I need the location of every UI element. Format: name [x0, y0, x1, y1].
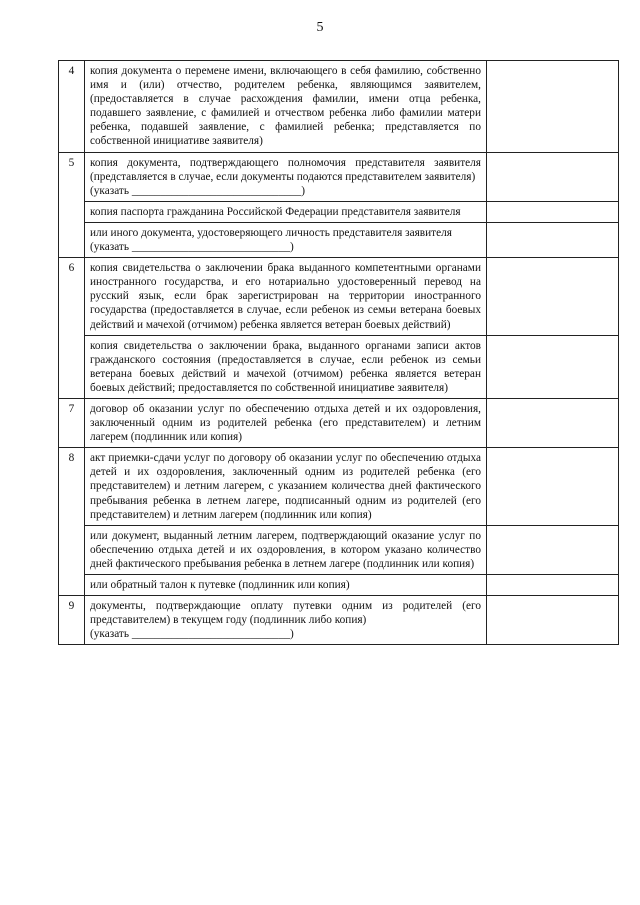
table-row	[59, 448, 619, 525]
table-row	[59, 222, 619, 257]
document-description: или иного документа, удостоверяющего личность представителя заявителя	[90, 226, 452, 239]
empty-cell	[487, 201, 619, 222]
document-description-cell	[85, 61, 487, 153]
table-row	[59, 61, 619, 153]
document-description-cell	[85, 596, 487, 645]
row-number: 9	[59, 596, 85, 645]
specify-field: (указать ____________________________)	[90, 241, 294, 254]
table-row	[59, 398, 619, 447]
document-description: копия свидетельства о заключении брака выданного компетентными органами иностранного государства, и его нотариально удостоверенный перевод на русский язык, если брак зарегистрирован на территории иностранного государства (предоставляется в случае, если ребенок из семьи ветерана боевых действий и мачехой (отчимом) ребенка является ветеран боевых действий)	[90, 262, 481, 331]
table-row	[59, 335, 619, 398]
table-row	[59, 575, 619, 596]
empty-cell	[487, 525, 619, 574]
table-row	[59, 201, 619, 222]
empty-cell	[487, 222, 619, 257]
row-number: 4	[59, 61, 85, 153]
document-description-cell	[85, 152, 487, 201]
empty-cell	[487, 575, 619, 596]
document-description-cell	[85, 335, 487, 398]
documents-table-body	[59, 61, 619, 645]
document-description-cell	[85, 398, 487, 447]
empty-cell	[487, 596, 619, 645]
document-description-cell	[85, 258, 487, 335]
table-row	[59, 152, 619, 201]
documents-table	[58, 60, 619, 645]
row-number: 5	[59, 152, 85, 258]
page-number: 5	[316, 20, 324, 35]
specify-field: (указать ____________________________)	[90, 628, 294, 641]
document-description: копия документа о перемене имени, включающего в себя фамилию, собственно имя и (или) отчество, родителем ребенка, являющимся заявителем, (предоставляется в случае расхождения фамилии, имени отца ребенка, подавшего заявление, с фамилией и отчеством ребенка либо фамилии матери ребенка, подавшей заявление, с фамилией ребенка; представляется по собственной инициативе заявителя)	[90, 65, 481, 148]
table-row	[59, 596, 619, 645]
document-description: договор об оказании услуг по обеспечению отдыха детей и их оздоровления, заключенный одним из родителей ребенка (его представителем) и летним лагерем (подлинник или копия)	[90, 402, 481, 444]
document-description: или обратный талон к путевке (подлинник или копия)	[90, 579, 350, 591]
table-row	[59, 258, 619, 335]
empty-cell	[487, 448, 619, 525]
document-description-cell	[85, 201, 487, 222]
table-row	[59, 525, 619, 574]
empty-cell	[487, 152, 619, 201]
row-number: 8	[59, 448, 85, 596]
document-description: акт приемки-сдачи услуг по договору об оказании услуг по обеспечению отдыха детей и их оздоровления, заключенный одним из родителей ребенка (его представителем) и летним лагерем, с указанием количества дней фактического пребывания ребенка в летнем лагере, подписанный одним из родителей (его представителем) и летним лагерем (подлинник или копия)	[90, 452, 481, 521]
row-number: 6	[59, 258, 85, 399]
document-description: копия свидетельства о заключении брака, выданного органами записи актов гражданского состояния (предоставляется в случае, если ребенок из семьи ветерана боевых действий и мачехой (отчимом) ребенка является ветеран боевых действий; предоставляется по собственной инициативе заявителя)	[90, 339, 481, 394]
document-description: документы, подтверждающие оплату путевки одним из родителей (его представителем) в текущем году (подлинник либо копия)	[90, 600, 481, 627]
document-description: копия паспорта гражданина Российской Федерации представителя заявителя	[90, 205, 461, 218]
empty-cell	[487, 258, 619, 335]
specify-field: (указать ______________________________)	[90, 184, 306, 197]
empty-cell	[487, 335, 619, 398]
document-description: копия документа, подтверждающего полномочия представителя заявителя (представляется в случае, если документы подаются представителем заявителя)	[90, 156, 481, 183]
empty-cell	[487, 61, 619, 153]
document-description-cell	[85, 448, 487, 525]
row-number: 7	[59, 398, 85, 447]
document-description-cell	[85, 575, 487, 596]
empty-cell	[487, 398, 619, 447]
document-description-cell	[85, 222, 487, 257]
document-description: или документ, выданный летним лагерем, подтверждающий оказание услуг по обеспечению отдыха детей и их оздоровления, в котором указано количество дней фактического пребывания ребенка в летнем лагере (подлинник или копия)	[90, 529, 481, 570]
document-description-cell	[85, 525, 487, 574]
